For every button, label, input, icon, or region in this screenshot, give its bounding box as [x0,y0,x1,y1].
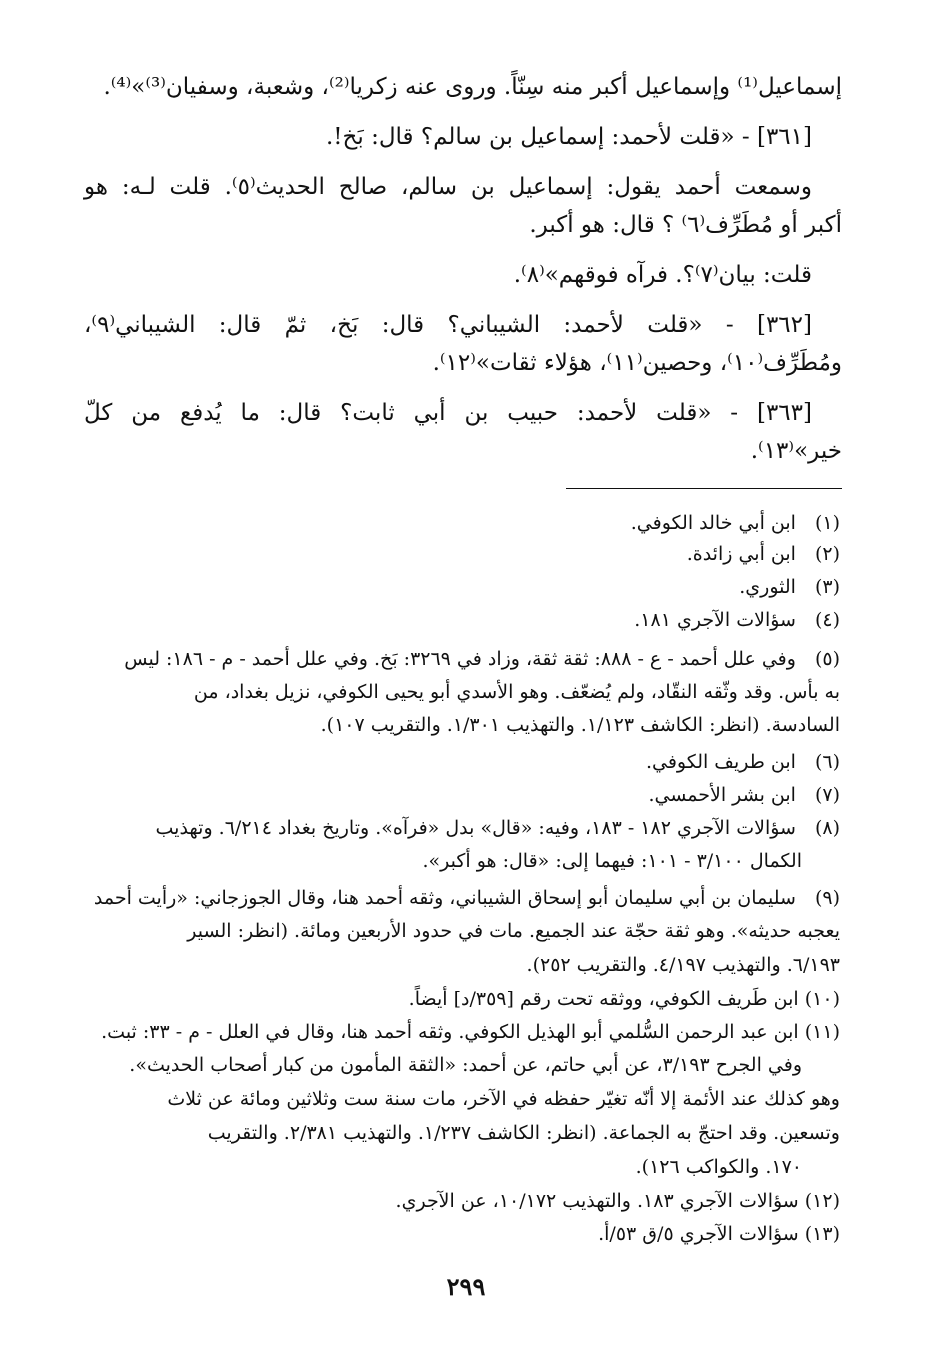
footnote-3 [84,572,840,602]
footnote-5-line-3: السادسة. (انظر: الكاشف ١/١٢٣. والتهذيب ١/٣٠١. والتقريب ١٠٧). [320,714,840,736]
entry-362-line-2: ومُطَرِّف⁽١٠⁾، وحصين⁽١١⁾، هؤلاء ثقات»⁽١٢⁾. [432,350,842,376]
footnote-11-line-5: ١٧٠. والكواكب ١٢٦). [635,1156,802,1178]
footnote-11: (١١) ابن عبد الرحمن السُّلمي أبو الهذيل الكوفي. وثقه أحمد هنا، وقال في العلل - م - ٣٣: ثبت. [101,1021,840,1043]
footnote-10: (١٠) ابن طَريف الكوفي، ووثقه تحت رقم [٣٥٩/د] أيضاً. [408,988,840,1010]
footnote-text: ابن أبي خالد الكوفي. [630,512,796,534]
paragraph-bayan: قلت: بيان⁽٧⁾؟. فرآه فوقهم»⁽٨⁾. [513,262,812,288]
footnote-9-line-3: ٦/١٩٣. والتهذيب ٤/١٩٧. والتقريب ٢٥٢). [526,954,840,976]
footnote-5 [84,644,840,674]
footnote-2 [84,539,840,569]
footnote-8 [84,813,840,843]
footnote-9 [84,883,840,913]
footnote-13: (١٣) سؤالات الآجري ٥/ق ٥٣/أ. [598,1223,840,1245]
footnote-6 [84,747,840,777]
footnote-number: (٥) [814,648,840,670]
footnote-text: سؤالات الآجري ١٨٢ - ١٨٣، وفيه: «قال» بدل «فرآه». وتاريخ بغداد ٦/٢١٤. وتهذيب [155,817,796,839]
footnote-number: (٦) [814,751,840,773]
entry-361: [٣٦١] - «قلت لأحمد: إسماعيل بن سالم؟ قال: بَخ!. [325,124,812,150]
footnote-text: وفي علل أحمد - ع - ٨٨٨: ثقة ثقة، وزاد في ٣٢٦٩: بَخ. وفي علل أحمد - م - ١٨٦: ليس [124,648,796,670]
page-number: ٢٩٩ [446,1272,486,1301]
footnote-number: (٤) [814,609,840,631]
footnote-text: سليمان بن أبي سليمان أبو إسحاق الشيباني، وثقه أحمد هنا، وقال الجوزجاني: «رأيت أحمد [93,887,796,909]
paragraph-ahmad-line-2: أكبر أو مُطَرِّف⁽٦⁾ ؟ قال: هو أكبر. [529,212,842,238]
footnote-text: سؤالات الآجري ١٨١. [634,609,796,631]
footnote-number: (٣) [814,576,840,598]
footnote-11-line-2: وفي الجرح ٣/١٩٣، عن أبي حاتم، عن أحمد: «الثقة المأمون من كبار أصحاب الحديث». [129,1054,802,1076]
footnote-number: (٩) [814,887,840,909]
footnote-text: ابن بشر الأحمسي. [648,784,796,806]
footnote-number: (١) [814,512,840,534]
entry-362-line-1: [٣٦٢] - «قلت لأحمد: الشيباني؟ قال: بَخ، ثمّ قال: الشيباني⁽٩⁾، [84,312,812,338]
footnote-5-line-2: به بأس. وقد وثّقه النقّاد، ولم يُضعّف. وهو الأسدي أبو يحيى الكوفي، نزيل بغداد، من [193,681,840,703]
footnote-9-line-2: يعجبه حديثه». وهو ثقة حجّة عند الجميع. مات في حدود الأربعين ومائة. (انظر: السير [187,920,840,942]
footnote-4 [84,605,840,635]
footnote-12: (١٢) سؤالات الآجري ١٨٣. والتهذيب ١٠/١٧٢، عن الآجري. [395,1190,840,1212]
main-line-1: إسماعيل⁽¹⁾ وإسماعيل أكبر منه سِنّاً. وروى عنه زكريا⁽²⁾، وشعبة، وسفيان⁽³⁾»⁽⁴⁾. [103,74,842,100]
footnote-text: ابن طريف الكوفي. [645,751,796,773]
footnote-number: (٧) [814,784,840,806]
footnote-number: (٢) [814,543,840,565]
footnote-7 [84,780,840,810]
footnote-11-line-4: وتسعين. وقد احتجّ به الجماعة. (انظر: الكاشف ١/٢٣٧. والتهذيب ٢/٣٨١. والتقريب [207,1122,840,1144]
footnote-8-line-2: الكمال ٣/١٠٠ - ١٠١: فيهما إلى: «قال: هو أكبر». [422,850,802,872]
entry-363-line-2: خير»⁽١٣⁾. [750,438,842,464]
paragraph-ahmad-line-1: وسمعت أحمد يقول: إسماعيل بن سالم، صالح الحديث⁽٥⁾. قلت لـه: هو [84,174,812,200]
footnote-text: الثوري. [739,576,796,598]
entry-363-line-1: [٣٦٣] - «قلت لأحمد: حبيب بن أبي ثابت؟ قال: ما يُدفع من كلّ [84,400,812,426]
footnote-11-line-3: وهو كذلك عند الأئمة إلا أنّه تغيّر حفظه في الآخر، مات سنة ست وثلاثين ومائة عن ثلاث [167,1088,840,1110]
footnote-number: (٨) [814,817,840,839]
footnote-1 [84,508,840,538]
footnote-separator [566,488,842,489]
footnote-text: ابن أبي زائدة. [686,543,796,565]
